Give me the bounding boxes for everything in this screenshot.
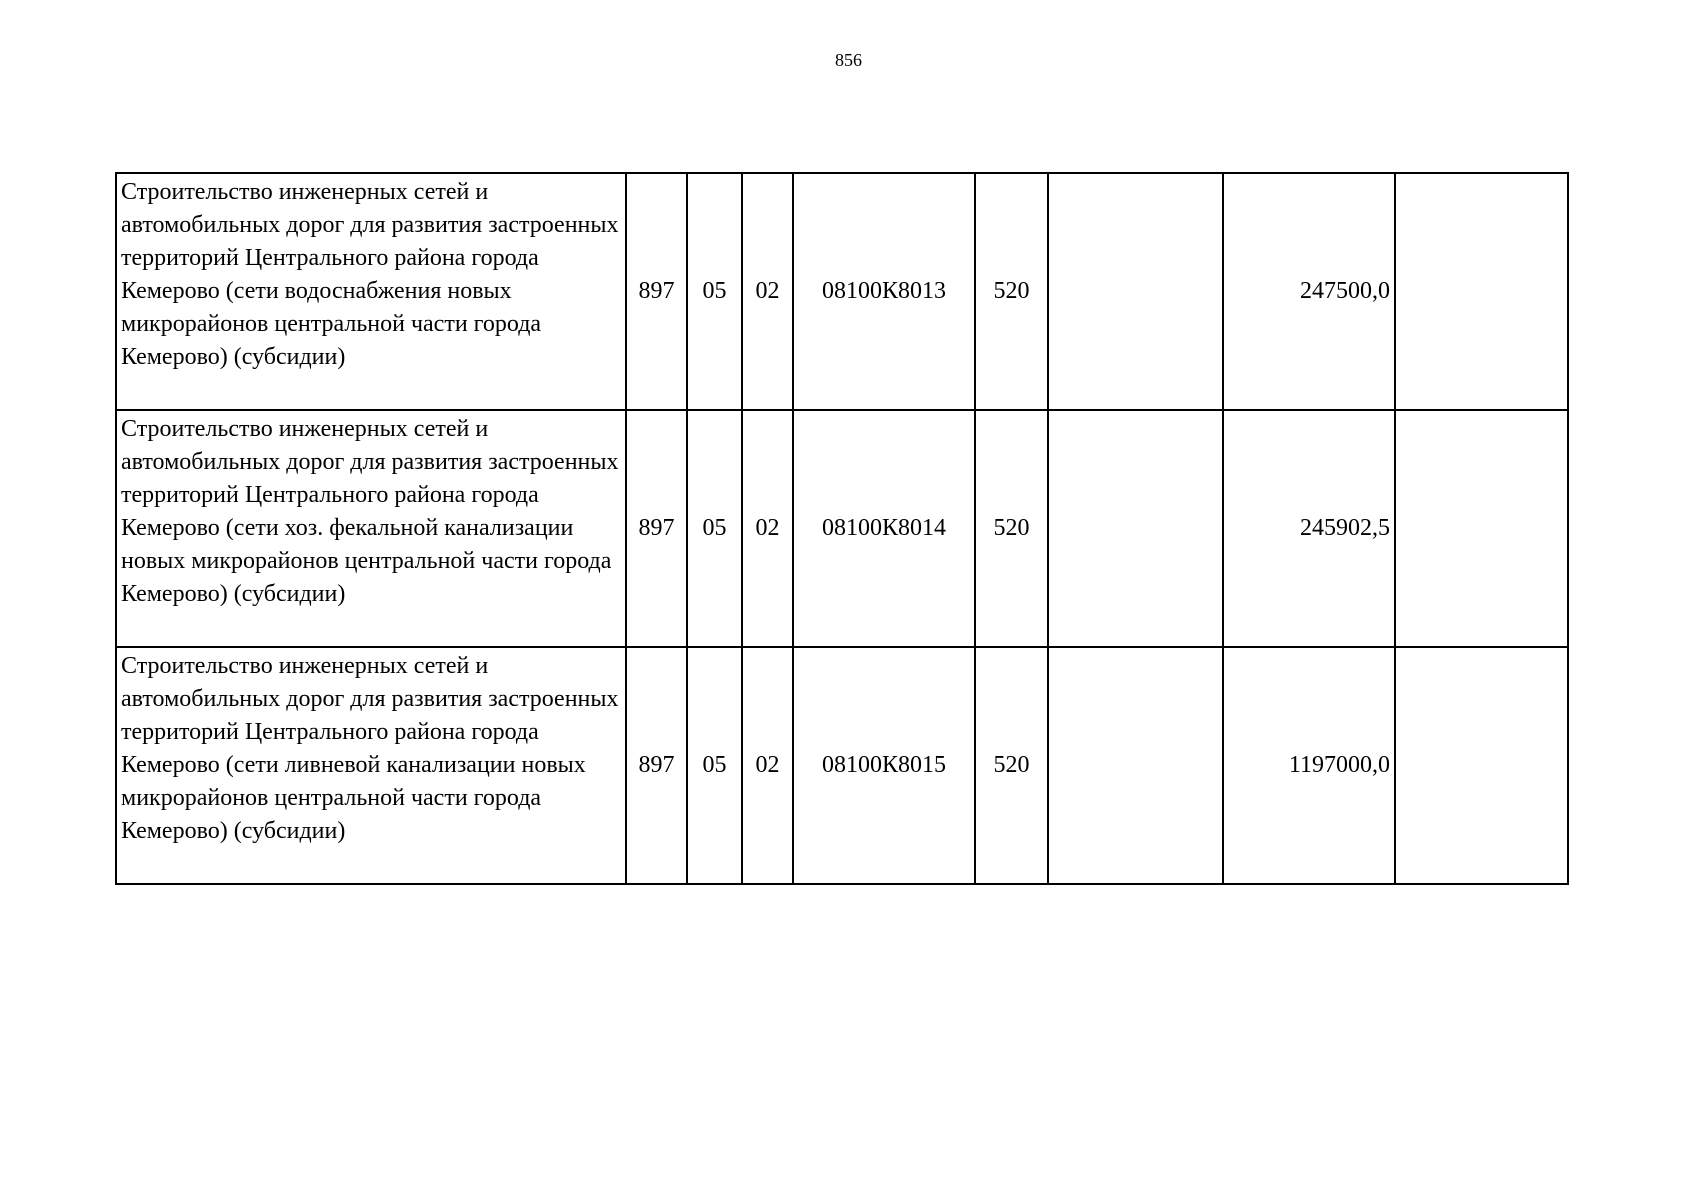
section-code: 05 <box>687 173 742 410</box>
row-description: Строительство инженерных сетей и автомобильных дорог для развития застроенных территорий Центрального района города Кемерово (сети ливневой канализации новых микрорайонов центральной части города Кемерово) (субсидии) <box>116 647 626 884</box>
section-code: 05 <box>687 647 742 884</box>
table-row <box>116 410 1568 647</box>
table-row <box>116 647 1568 884</box>
page-number: 856 <box>835 50 862 70</box>
row-description: Строительство инженерных сетей и автомобильных дорог для развития застроенных территорий Центрального района города Кемерово (сети хоз. фекальной канализации новых микрорайонов центральной части города Кемерово) (субсидии) <box>116 410 626 647</box>
ministry-code: 897 <box>626 410 687 647</box>
expense-type-code: 520 <box>975 173 1048 410</box>
amount-cell-3 <box>1395 410 1568 647</box>
subsection-code: 02 <box>742 410 793 647</box>
amount-cell-2: 247500,0 <box>1223 173 1395 410</box>
amount-cell-2: 1197000,0 <box>1223 647 1395 884</box>
amount-cell-1 <box>1048 173 1223 410</box>
amount-cell-2: 245902,5 <box>1223 410 1395 647</box>
section-code: 05 <box>687 410 742 647</box>
amount-cell-3 <box>1395 173 1568 410</box>
expense-type-code: 520 <box>975 410 1048 647</box>
expense-type-code: 520 <box>975 647 1048 884</box>
amount-cell-1 <box>1048 647 1223 884</box>
target-item-code: 08100К8015 <box>793 647 975 884</box>
target-item-code: 08100К8013 <box>793 173 975 410</box>
row-description: Строительство инженерных сетей и автомобильных дорог для развития застроенных территорий Центрального района города Кемерово (сети водоснабжения новых микрорайонов центральной части города Кемерово) (субсидии) <box>116 173 626 410</box>
subsection-code: 02 <box>742 647 793 884</box>
amount-cell-1 <box>1048 410 1223 647</box>
table-row <box>116 173 1568 410</box>
budget-table <box>115 172 1569 885</box>
subsection-code: 02 <box>742 173 793 410</box>
ministry-code: 897 <box>626 647 687 884</box>
amount-cell-3 <box>1395 647 1568 884</box>
target-item-code: 08100К8014 <box>793 410 975 647</box>
ministry-code: 897 <box>626 173 687 410</box>
